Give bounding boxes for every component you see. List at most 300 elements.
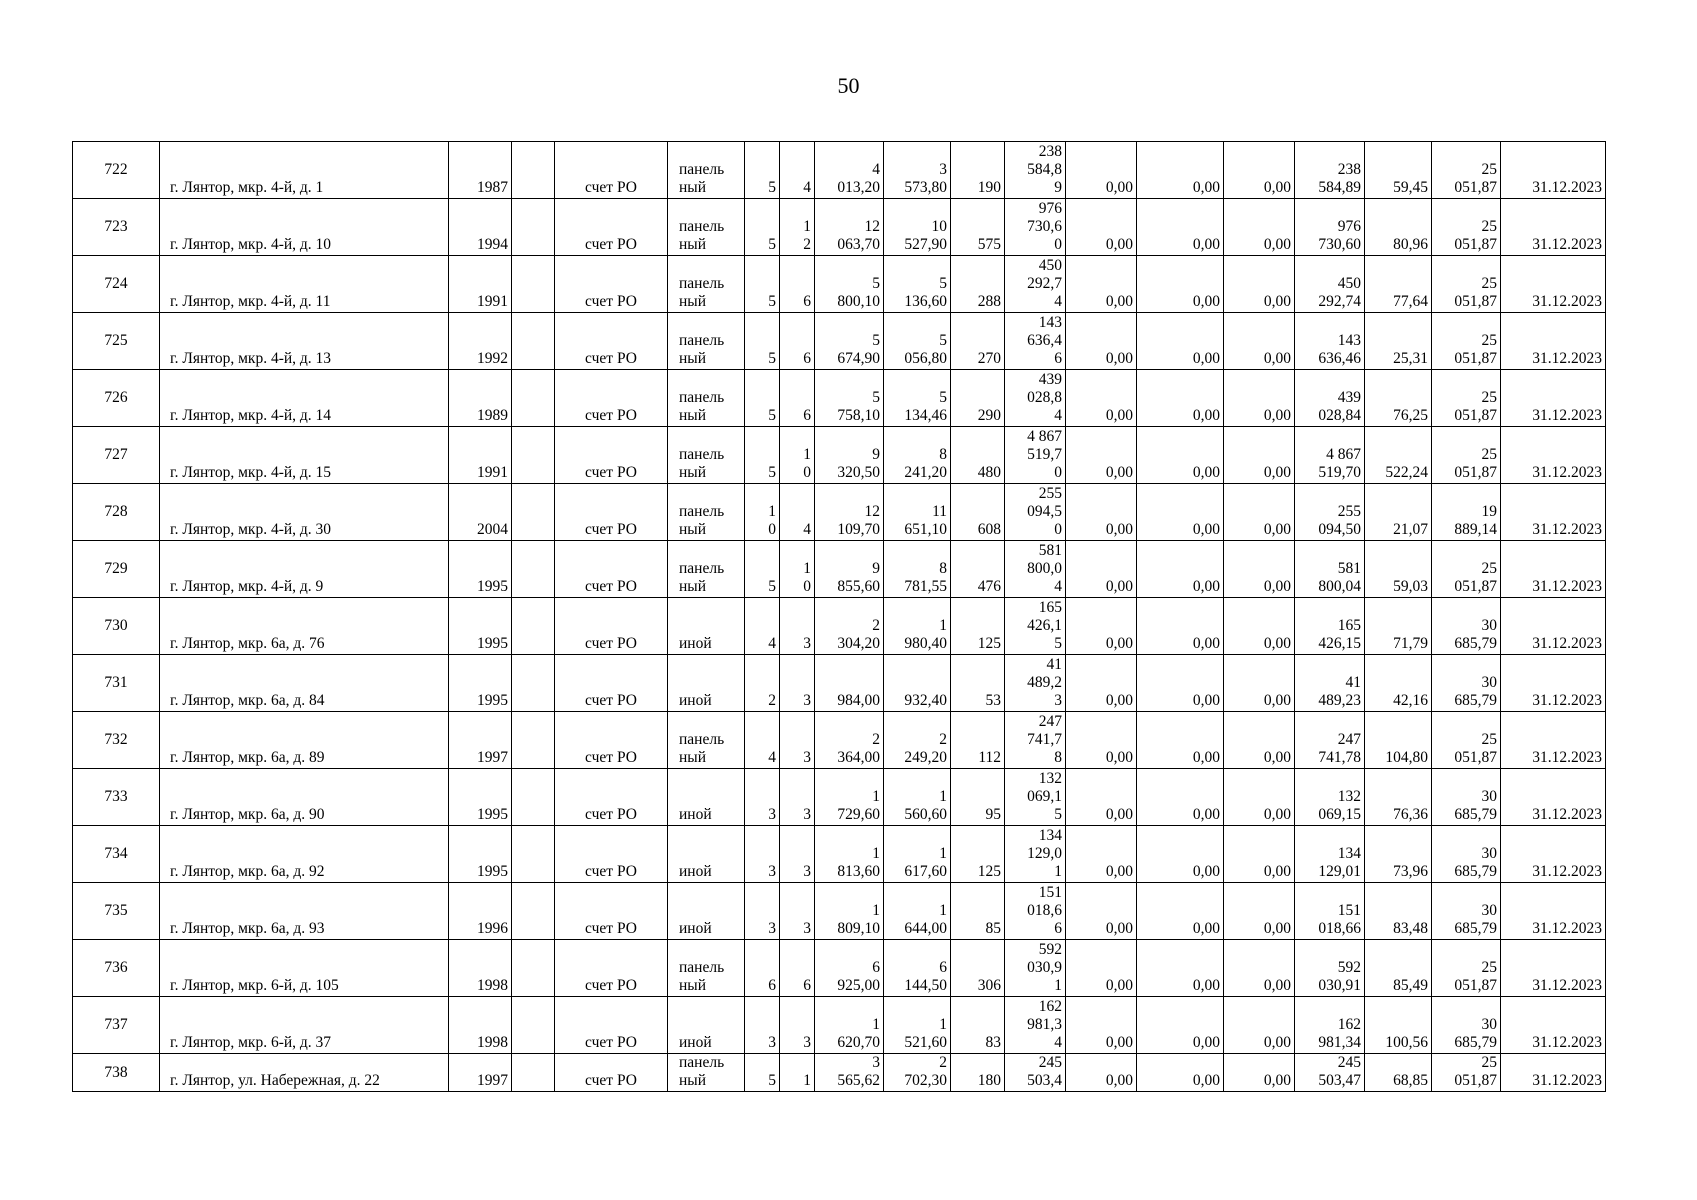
row-number-cell: 734 xyxy=(73,826,160,883)
cost-municipal-cell: 0,00 xyxy=(1224,1054,1295,1092)
cost-total-cell: 41 489,2 3 xyxy=(1005,655,1066,712)
page-number: 50 xyxy=(837,73,860,98)
cost-federal-cell: 0,00 xyxy=(1066,427,1137,484)
total-area-cell: 3 565,62 xyxy=(815,1054,884,1092)
cost-municipal-cell: 0,00 xyxy=(1224,484,1295,541)
wall-material-cell: панель ный xyxy=(668,427,745,484)
floors-cell: 2 xyxy=(745,655,780,712)
row-number-cell: 735 xyxy=(73,883,160,940)
empty-cell xyxy=(512,769,555,826)
table-row xyxy=(73,541,1606,598)
table-row xyxy=(73,940,1606,997)
empty-cell xyxy=(512,940,555,997)
row-number-cell: 738 xyxy=(73,1054,160,1092)
cost-federal-cell: 0,00 xyxy=(1066,712,1137,769)
year-built-cell: 1991 xyxy=(449,256,512,313)
empty-cell xyxy=(512,997,555,1054)
floors-cell: 4 xyxy=(745,598,780,655)
completion-date-cell: 31.12.2023 xyxy=(1501,541,1606,598)
fund-method-cell: счет РО xyxy=(555,256,668,313)
total-area-cell: 984,00 xyxy=(815,655,884,712)
limit-cost-cell: 25 051,87 xyxy=(1432,142,1501,199)
floors-cell: 5 xyxy=(745,142,780,199)
unit-cost-cell: 42,16 xyxy=(1365,655,1432,712)
fund-method-cell: счет РО xyxy=(555,598,668,655)
total-area-cell: 5 800,10 xyxy=(815,256,884,313)
fund-method-cell: счет РО xyxy=(555,769,668,826)
cost-owners-cell: 238 584,89 xyxy=(1295,142,1365,199)
empty-cell xyxy=(512,370,555,427)
cost-regional-cell: 0,00 xyxy=(1137,712,1224,769)
cost-regional-cell: 0,00 xyxy=(1137,484,1224,541)
unit-cost-cell: 85,49 xyxy=(1365,940,1432,997)
address-cell: г. Лянтор, мкр. 6а, д. 89 xyxy=(160,712,449,769)
limit-cost-cell: 25 051,87 xyxy=(1432,427,1501,484)
cost-total-cell: 143 636,4 6 xyxy=(1005,313,1066,370)
residents-cell: 270 xyxy=(951,313,1005,370)
cost-regional-cell: 0,00 xyxy=(1137,199,1224,256)
wall-material-cell: панель ный xyxy=(668,199,745,256)
limit-cost-cell: 25 051,87 xyxy=(1432,1054,1501,1092)
floors-cell: 5 xyxy=(745,427,780,484)
row-number-cell: 737 xyxy=(73,997,160,1054)
cost-total-cell: 592 030,9 1 xyxy=(1005,940,1066,997)
completion-date-cell: 31.12.2023 xyxy=(1501,655,1606,712)
cost-federal-cell: 0,00 xyxy=(1066,199,1137,256)
wall-material-cell: панель ный xyxy=(668,541,745,598)
empty-cell xyxy=(512,256,555,313)
row-number-cell: 725 xyxy=(73,313,160,370)
address-cell: г. Лянтор, мкр. 4-й, д. 14 xyxy=(160,370,449,427)
row-number-cell: 722 xyxy=(73,142,160,199)
living-area-cell: 1 980,40 xyxy=(884,598,951,655)
wall-material-cell: панель ный xyxy=(668,1054,745,1092)
cost-total-cell: 238 584,8 9 xyxy=(1005,142,1066,199)
empty-cell xyxy=(512,826,555,883)
residents-cell: 480 xyxy=(951,427,1005,484)
entrances-cell: 4 xyxy=(780,142,815,199)
completion-date-cell: 31.12.2023 xyxy=(1501,940,1606,997)
fund-method-cell: счет РО xyxy=(555,883,668,940)
table-row xyxy=(73,199,1606,256)
total-area-cell: 1 620,70 xyxy=(815,997,884,1054)
empty-cell xyxy=(512,541,555,598)
cost-federal-cell: 0,00 xyxy=(1066,598,1137,655)
floors-cell: 1 0 xyxy=(745,484,780,541)
cost-federal-cell: 0,00 xyxy=(1066,541,1137,598)
entrances-cell: 1 0 xyxy=(780,541,815,598)
empty-cell xyxy=(512,1054,555,1092)
cost-total-cell: 255 094,5 0 xyxy=(1005,484,1066,541)
completion-date-cell: 31.12.2023 xyxy=(1501,826,1606,883)
cost-municipal-cell: 0,00 xyxy=(1224,256,1295,313)
cost-regional-cell: 0,00 xyxy=(1137,256,1224,313)
total-area-cell: 1 813,60 xyxy=(815,826,884,883)
empty-cell xyxy=(512,598,555,655)
living-area-cell: 2 249,20 xyxy=(884,712,951,769)
cost-owners-cell: 247 741,78 xyxy=(1295,712,1365,769)
cost-regional-cell: 0,00 xyxy=(1137,655,1224,712)
year-built-cell: 1995 xyxy=(449,769,512,826)
limit-cost-cell: 30 685,79 xyxy=(1432,997,1501,1054)
floors-cell: 5 xyxy=(745,313,780,370)
year-built-cell: 1996 xyxy=(449,883,512,940)
table-row xyxy=(73,370,1606,427)
row-number-cell: 723 xyxy=(73,199,160,256)
living-area-cell: 8 781,55 xyxy=(884,541,951,598)
total-area-cell: 5 674,90 xyxy=(815,313,884,370)
cost-federal-cell: 0,00 xyxy=(1066,1054,1137,1092)
address-cell: г. Лянтор, мкр. 4-й, д. 1 xyxy=(160,142,449,199)
fund-method-cell: счет РО xyxy=(555,313,668,370)
row-number-cell: 731 xyxy=(73,655,160,712)
wall-material-cell: панель ный xyxy=(668,712,745,769)
total-area-cell: 9 855,60 xyxy=(815,541,884,598)
table-row xyxy=(73,712,1606,769)
year-built-cell: 1995 xyxy=(449,655,512,712)
cost-regional-cell: 0,00 xyxy=(1137,1054,1224,1092)
cost-regional-cell: 0,00 xyxy=(1137,541,1224,598)
limit-cost-cell: 30 685,79 xyxy=(1432,655,1501,712)
cost-regional-cell: 0,00 xyxy=(1137,142,1224,199)
unit-cost-cell: 80,96 xyxy=(1365,199,1432,256)
cost-owners-cell: 439 028,84 xyxy=(1295,370,1365,427)
unit-cost-cell: 68,85 xyxy=(1365,1054,1432,1092)
residents-cell: 608 xyxy=(951,484,1005,541)
wall-material-cell: панель ный xyxy=(668,256,745,313)
fund-method-cell: счет РО xyxy=(555,997,668,1054)
living-area-cell: 6 144,50 xyxy=(884,940,951,997)
cost-federal-cell: 0,00 xyxy=(1066,997,1137,1054)
address-cell: г. Лянтор, мкр. 6-й, д. 37 xyxy=(160,997,449,1054)
floors-cell: 4 xyxy=(745,712,780,769)
entrances-cell: 4 xyxy=(780,484,815,541)
living-area-cell: 8 241,20 xyxy=(884,427,951,484)
completion-date-cell: 31.12.2023 xyxy=(1501,883,1606,940)
year-built-cell: 2004 xyxy=(449,484,512,541)
limit-cost-cell: 25 051,87 xyxy=(1432,370,1501,427)
floors-cell: 5 xyxy=(745,541,780,598)
address-cell: г. Лянтор, мкр. 6а, д. 93 xyxy=(160,883,449,940)
cost-municipal-cell: 0,00 xyxy=(1224,199,1295,256)
address-cell: г. Лянтор, мкр. 4-й, д. 10 xyxy=(160,199,449,256)
empty-cell xyxy=(512,313,555,370)
address-cell: г. Лянтор, мкр. 4-й, д. 15 xyxy=(160,427,449,484)
total-area-cell: 2 364,00 xyxy=(815,712,884,769)
empty-cell xyxy=(512,883,555,940)
residents-cell: 306 xyxy=(951,940,1005,997)
table-row xyxy=(73,142,1606,199)
cost-total-cell: 165 426,1 5 xyxy=(1005,598,1066,655)
total-area-cell: 12 109,70 xyxy=(815,484,884,541)
table-row xyxy=(73,427,1606,484)
unit-cost-cell: 76,25 xyxy=(1365,370,1432,427)
residents-cell: 53 xyxy=(951,655,1005,712)
cost-owners-cell: 592 030,91 xyxy=(1295,940,1365,997)
cost-regional-cell: 0,00 xyxy=(1137,769,1224,826)
completion-date-cell: 31.12.2023 xyxy=(1501,997,1606,1054)
unit-cost-cell: 21,07 xyxy=(1365,484,1432,541)
cost-regional-cell: 0,00 xyxy=(1137,427,1224,484)
residents-cell: 180 xyxy=(951,1054,1005,1092)
living-area-cell: 3 573,80 xyxy=(884,142,951,199)
fund-method-cell: счет РО xyxy=(555,541,668,598)
entrances-cell: 1 2 xyxy=(780,199,815,256)
address-cell: г. Лянтор, мкр. 6а, д. 76 xyxy=(160,598,449,655)
cost-federal-cell: 0,00 xyxy=(1066,826,1137,883)
table-row xyxy=(73,484,1606,541)
table-row xyxy=(73,883,1606,940)
housing-register-table xyxy=(72,141,1606,1092)
table-row xyxy=(73,313,1606,370)
cost-regional-cell: 0,00 xyxy=(1137,370,1224,427)
residents-cell: 95 xyxy=(951,769,1005,826)
residents-cell: 125 xyxy=(951,826,1005,883)
residents-cell: 290 xyxy=(951,370,1005,427)
address-cell: г. Лянтор, мкр. 4-й, д. 30 xyxy=(160,484,449,541)
wall-material-cell: иной xyxy=(668,655,745,712)
unit-cost-cell: 77,64 xyxy=(1365,256,1432,313)
completion-date-cell: 31.12.2023 xyxy=(1501,769,1606,826)
cost-municipal-cell: 0,00 xyxy=(1224,598,1295,655)
limit-cost-cell: 30 685,79 xyxy=(1432,883,1501,940)
row-number-cell: 736 xyxy=(73,940,160,997)
year-built-cell: 1987 xyxy=(449,142,512,199)
living-area-cell: 1 644,00 xyxy=(884,883,951,940)
living-area-cell: 10 527,90 xyxy=(884,199,951,256)
table-row xyxy=(73,598,1606,655)
cost-federal-cell: 0,00 xyxy=(1066,370,1137,427)
wall-material-cell: иной xyxy=(668,826,745,883)
year-built-cell: 1997 xyxy=(449,1054,512,1092)
cost-owners-cell: 450 292,74 xyxy=(1295,256,1365,313)
row-number-cell: 733 xyxy=(73,769,160,826)
unit-cost-cell: 100,56 xyxy=(1365,997,1432,1054)
address-cell: г. Лянтор, мкр. 6а, д. 90 xyxy=(160,769,449,826)
cost-regional-cell: 0,00 xyxy=(1137,997,1224,1054)
cost-owners-cell: 581 800,04 xyxy=(1295,541,1365,598)
residents-cell: 288 xyxy=(951,256,1005,313)
address-cell: г. Лянтор, мкр. 4-й, д. 11 xyxy=(160,256,449,313)
cost-total-cell: 132 069,1 5 xyxy=(1005,769,1066,826)
total-area-cell: 1 809,10 xyxy=(815,883,884,940)
residents-cell: 85 xyxy=(951,883,1005,940)
living-area-cell: 1 560,60 xyxy=(884,769,951,826)
total-area-cell: 5 758,10 xyxy=(815,370,884,427)
entrances-cell: 3 xyxy=(780,997,815,1054)
cost-municipal-cell: 0,00 xyxy=(1224,541,1295,598)
limit-cost-cell: 19 889,14 xyxy=(1432,484,1501,541)
floors-cell: 3 xyxy=(745,826,780,883)
entrances-cell: 3 xyxy=(780,712,815,769)
residents-cell: 112 xyxy=(951,712,1005,769)
year-built-cell: 1992 xyxy=(449,313,512,370)
entrances-cell: 3 xyxy=(780,826,815,883)
floors-cell: 5 xyxy=(745,256,780,313)
cost-regional-cell: 0,00 xyxy=(1137,313,1224,370)
cost-municipal-cell: 0,00 xyxy=(1224,427,1295,484)
cost-owners-cell: 151 018,66 xyxy=(1295,883,1365,940)
completion-date-cell: 31.12.2023 xyxy=(1501,370,1606,427)
limit-cost-cell: 25 051,87 xyxy=(1432,199,1501,256)
floors-cell: 3 xyxy=(745,769,780,826)
address-cell: г. Лянтор, мкр. 6-й, д. 105 xyxy=(160,940,449,997)
year-built-cell: 1995 xyxy=(449,541,512,598)
table-row xyxy=(73,826,1606,883)
completion-date-cell: 31.12.2023 xyxy=(1501,142,1606,199)
floors-cell: 3 xyxy=(745,997,780,1054)
empty-cell xyxy=(512,142,555,199)
limit-cost-cell: 25 051,87 xyxy=(1432,940,1501,997)
fund-method-cell: счет РО xyxy=(555,142,668,199)
unit-cost-cell: 73,96 xyxy=(1365,826,1432,883)
limit-cost-cell: 30 685,79 xyxy=(1432,826,1501,883)
cost-federal-cell: 0,00 xyxy=(1066,142,1137,199)
completion-date-cell: 31.12.2023 xyxy=(1501,313,1606,370)
entrances-cell: 3 xyxy=(780,655,815,712)
unit-cost-cell: 59,45 xyxy=(1365,142,1432,199)
cost-regional-cell: 0,00 xyxy=(1137,598,1224,655)
address-cell: г. Лянтор, ул. Набережная, д. 22 xyxy=(160,1054,449,1092)
row-number-cell: 728 xyxy=(73,484,160,541)
wall-material-cell: панель ный xyxy=(668,940,745,997)
cost-total-cell: 4 867 519,7 0 xyxy=(1005,427,1066,484)
cost-total-cell: 247 741,7 8 xyxy=(1005,712,1066,769)
total-area-cell: 1 729,60 xyxy=(815,769,884,826)
year-built-cell: 1997 xyxy=(449,712,512,769)
cost-total-cell: 134 129,0 1 xyxy=(1005,826,1066,883)
total-area-cell: 12 063,70 xyxy=(815,199,884,256)
fund-method-cell: счет РО xyxy=(555,826,668,883)
cost-owners-cell: 255 094,50 xyxy=(1295,484,1365,541)
cost-federal-cell: 0,00 xyxy=(1066,313,1137,370)
entrances-cell: 1 0 xyxy=(780,427,815,484)
table-row xyxy=(73,655,1606,712)
cost-municipal-cell: 0,00 xyxy=(1224,370,1295,427)
address-cell: г. Лянтор, мкр. 6а, д. 92 xyxy=(160,826,449,883)
residents-cell: 476 xyxy=(951,541,1005,598)
cost-municipal-cell: 0,00 xyxy=(1224,769,1295,826)
cost-owners-cell: 162 981,34 xyxy=(1295,997,1365,1054)
completion-date-cell: 31.12.2023 xyxy=(1501,427,1606,484)
cost-total-cell: 162 981,3 4 xyxy=(1005,997,1066,1054)
row-number-cell: 732 xyxy=(73,712,160,769)
cost-federal-cell: 0,00 xyxy=(1066,883,1137,940)
year-built-cell: 1998 xyxy=(449,997,512,1054)
fund-method-cell: счет РО xyxy=(555,199,668,256)
limit-cost-cell: 25 051,87 xyxy=(1432,256,1501,313)
completion-date-cell: 31.12.2023 xyxy=(1501,199,1606,256)
wall-material-cell: панель ный xyxy=(668,142,745,199)
row-number-cell: 729 xyxy=(73,541,160,598)
cost-owners-cell: 4 867 519,70 xyxy=(1295,427,1365,484)
total-area-cell: 9 320,50 xyxy=(815,427,884,484)
unit-cost-cell: 76,36 xyxy=(1365,769,1432,826)
limit-cost-cell: 30 685,79 xyxy=(1432,598,1501,655)
unit-cost-cell: 71,79 xyxy=(1365,598,1432,655)
total-area-cell: 2 304,20 xyxy=(815,598,884,655)
unit-cost-cell: 83,48 xyxy=(1365,883,1432,940)
living-area-cell: 1 617,60 xyxy=(884,826,951,883)
cost-federal-cell: 0,00 xyxy=(1066,655,1137,712)
empty-cell xyxy=(512,199,555,256)
wall-material-cell: иной xyxy=(668,769,745,826)
cost-owners-cell: 976 730,60 xyxy=(1295,199,1365,256)
living-area-cell: 2 702,30 xyxy=(884,1054,951,1092)
cost-municipal-cell: 0,00 xyxy=(1224,883,1295,940)
entrances-cell: 3 xyxy=(780,769,815,826)
living-area-cell: 11 651,10 xyxy=(884,484,951,541)
cost-municipal-cell: 0,00 xyxy=(1224,655,1295,712)
cost-municipal-cell: 0,00 xyxy=(1224,940,1295,997)
year-built-cell: 1995 xyxy=(449,598,512,655)
address-cell: г. Лянтор, мкр. 4-й, д. 9 xyxy=(160,541,449,598)
limit-cost-cell: 30 685,79 xyxy=(1432,769,1501,826)
cost-federal-cell: 0,00 xyxy=(1066,769,1137,826)
living-area-cell: 5 136,60 xyxy=(884,256,951,313)
entrances-cell: 6 xyxy=(780,256,815,313)
completion-date-cell: 31.12.2023 xyxy=(1501,712,1606,769)
unit-cost-cell: 104,80 xyxy=(1365,712,1432,769)
floors-cell: 5 xyxy=(745,199,780,256)
entrances-cell: 6 xyxy=(780,370,815,427)
floors-cell: 5 xyxy=(745,370,780,427)
limit-cost-cell: 25 051,87 xyxy=(1432,313,1501,370)
floors-cell: 3 xyxy=(745,883,780,940)
cost-federal-cell: 0,00 xyxy=(1066,484,1137,541)
table-row xyxy=(73,1054,1606,1092)
year-built-cell: 1994 xyxy=(449,199,512,256)
living-area-cell: 5 134,46 xyxy=(884,370,951,427)
cost-total-cell: 976 730,6 0 xyxy=(1005,199,1066,256)
cost-owners-cell: 245 503,47 xyxy=(1295,1054,1365,1092)
entrances-cell: 3 xyxy=(780,883,815,940)
table-row xyxy=(73,256,1606,313)
completion-date-cell: 31.12.2023 xyxy=(1501,598,1606,655)
unit-cost-cell: 522,24 xyxy=(1365,427,1432,484)
empty-cell xyxy=(512,712,555,769)
cost-total-cell: 450 292,7 4 xyxy=(1005,256,1066,313)
cost-municipal-cell: 0,00 xyxy=(1224,826,1295,883)
row-number-cell: 726 xyxy=(73,370,160,427)
unit-cost-cell: 25,31 xyxy=(1365,313,1432,370)
year-built-cell: 1998 xyxy=(449,940,512,997)
fund-method-cell: счет РО xyxy=(555,427,668,484)
fund-method-cell: счет РО xyxy=(555,370,668,427)
cost-regional-cell: 0,00 xyxy=(1137,940,1224,997)
floors-cell: 5 xyxy=(745,1054,780,1092)
cost-owners-cell: 41 489,23 xyxy=(1295,655,1365,712)
completion-date-cell: 31.12.2023 xyxy=(1501,1054,1606,1092)
cost-municipal-cell: 0,00 xyxy=(1224,712,1295,769)
row-number-cell: 727 xyxy=(73,427,160,484)
fund-method-cell: счет РО xyxy=(555,484,668,541)
completion-date-cell: 31.12.2023 xyxy=(1501,484,1606,541)
cost-federal-cell: 0,00 xyxy=(1066,940,1137,997)
cost-federal-cell: 0,00 xyxy=(1066,256,1137,313)
empty-cell xyxy=(512,655,555,712)
limit-cost-cell: 25 051,87 xyxy=(1432,712,1501,769)
cost-regional-cell: 0,00 xyxy=(1137,883,1224,940)
living-area-cell: 932,40 xyxy=(884,655,951,712)
residents-cell: 575 xyxy=(951,199,1005,256)
cost-total-cell: 439 028,8 4 xyxy=(1005,370,1066,427)
residents-cell: 190 xyxy=(951,142,1005,199)
cost-municipal-cell: 0,00 xyxy=(1224,142,1295,199)
table-row xyxy=(73,769,1606,826)
table-row xyxy=(73,997,1606,1054)
address-cell: г. Лянтор, мкр. 6а, д. 84 xyxy=(160,655,449,712)
